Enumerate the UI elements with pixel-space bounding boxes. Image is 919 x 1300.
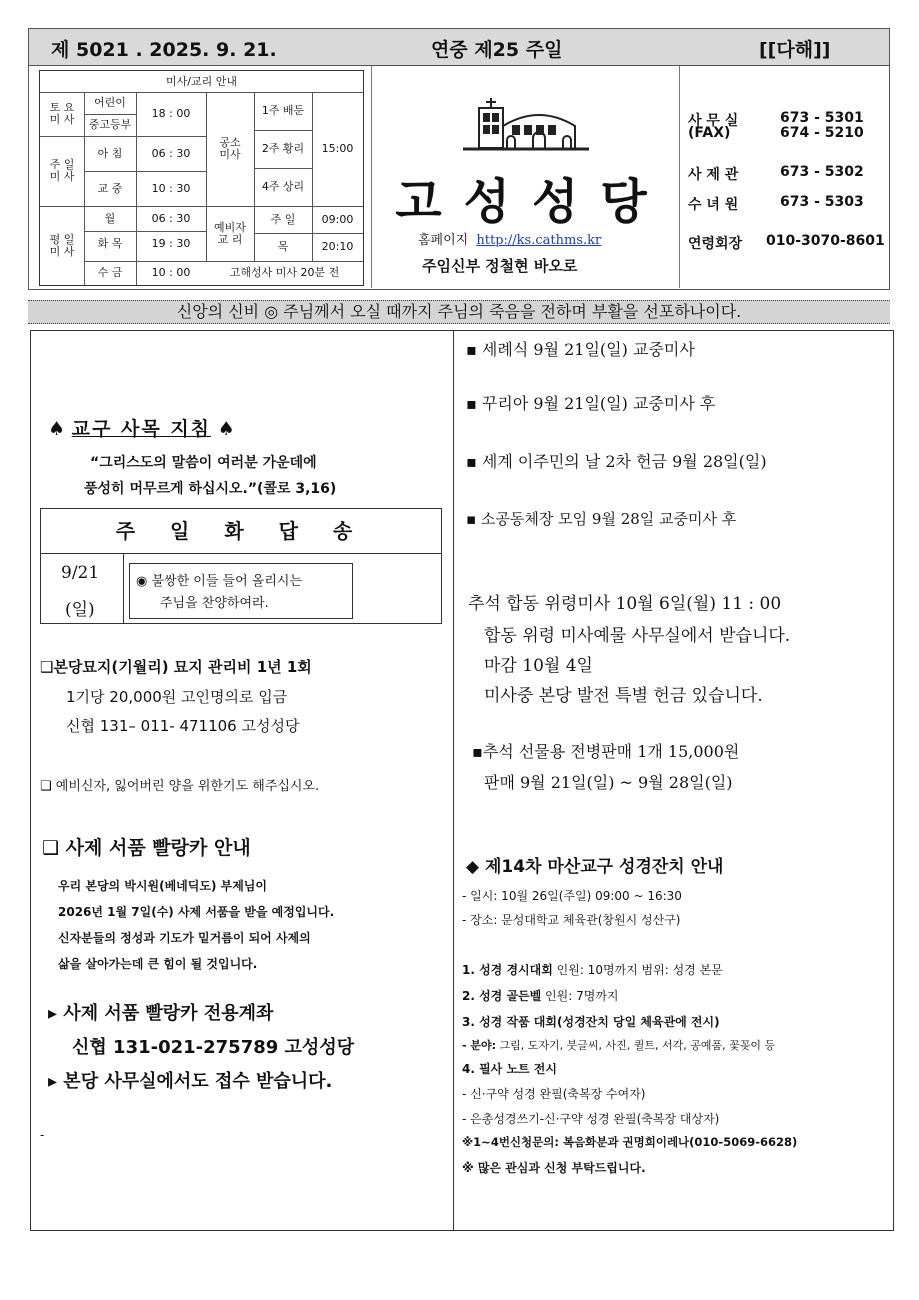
psalm-text-box — [129, 563, 353, 619]
mission-time: 15:00 — [321, 142, 354, 155]
mission-2: 2주 황리 — [261, 142, 305, 155]
contact-rectory-label: 사 제 관 — [688, 167, 739, 183]
notice-migrant-collection: ▪ 세계 이주민의 날 2차 헌금 9월 28일(일) — [466, 452, 767, 471]
tue-thu-time: 19 : 30 — [151, 236, 191, 250]
bible-item-4-sub-1: - 신·구약 성경 완필(축복장 수여자) — [462, 1087, 646, 1101]
cemetery-line-1: 1기당 20,000원 고인명의로 입금 — [66, 688, 288, 706]
issue-number: 제 5021 . 2025. 9. 21. — [51, 39, 277, 61]
prayer-request: ❑ 예비신자, 잃어버린 양을 위한기도 해주십시오. — [40, 779, 320, 794]
column-divider — [453, 330, 454, 1231]
children-label: 어린이 — [94, 96, 126, 109]
bible-item-2-detail: 인원: 7명까지 — [541, 989, 619, 1003]
church-name: 고성성당 — [395, 174, 669, 230]
bible-item-4-sub-2: - 은총성경쓰기-신·구약 성경 완필(축복장 대상자) — [462, 1112, 720, 1126]
notice-baptism: ▪ 세례식 9월 21일(일) 교중미사 — [466, 340, 695, 359]
bible-item-2 — [462, 987, 619, 1004]
vestment-para-1: 우리 본당의 박시원(베네딕도) 부제님이 — [58, 879, 267, 893]
gift-sale-line-1: ▪추석 선물용 전병판매 1개 15,000원 — [472, 742, 740, 761]
homepage-line — [418, 229, 601, 248]
catechumen-label: 예비자 교 리 — [214, 220, 246, 246]
mission-3: 4주 상리 — [261, 180, 305, 193]
psalm-line-1: ◉ 불쌍한 이들 들어 올리시는 — [136, 574, 303, 589]
weekday-mass-label: 평 일 미 사 — [49, 232, 75, 258]
bible-item-3-fields-label: - 분야: — [462, 1039, 497, 1052]
guideline-heading — [48, 414, 235, 441]
bible-inquiry: ※1~4번신청문의: 복음화분과 권명희이레나(010-5069-6628) — [462, 1135, 798, 1149]
liturgical-year: [[다해]] — [759, 39, 831, 61]
monday-label: 월 — [104, 211, 116, 225]
wed-fri-time: 10 : 00 — [151, 266, 191, 279]
bible-festival-date: - 일시: 10월 26일(주일) 09:00 ~ 16:30 — [462, 889, 682, 903]
office-note: ▸ 본당 사무실에서도 접수 받습니다. — [48, 1071, 333, 1092]
catechumen-time-2: 20:10 — [321, 240, 354, 253]
bible-item-1 — [462, 961, 723, 978]
contact-fax-label: (FAX) — [688, 125, 731, 141]
gift-sale-line-2: 판매 9월 21일(일) ~ 9월 28일(일) — [484, 773, 733, 792]
contact-office-label: 사 무 실 — [688, 113, 739, 129]
responsorial-psalm-box — [40, 508, 442, 624]
homepage-link[interactable]: http://ks.cathms.kr — [476, 233, 602, 248]
contact-convent-label: 수 녀 원 — [688, 197, 739, 213]
mass-schedule-table — [39, 70, 364, 286]
catechumen-day-2: 목 — [277, 240, 289, 253]
bible-festival-title: ◆ 제14차 마산교구 성경잔치 안내 — [466, 857, 724, 877]
vestment-para-3: 신자분들의 정성과 기도가 밑거름이 되어 사제의 — [58, 931, 311, 945]
header-bar — [28, 28, 890, 66]
saturday-mass-label: 토 요 미 사 — [49, 101, 75, 126]
mission-mass-label: 공소 미사 — [219, 136, 241, 161]
sunday-title: 연중 제25 주일 — [431, 39, 563, 61]
contact-funeral-label: 연령회장 — [688, 236, 743, 252]
vestment-title: ❑ 사제 서품 빨랑카 안내 — [42, 837, 251, 859]
vestment-para-4: 삶을 살아가는데 큰 힘이 될 것입니다. — [58, 957, 258, 971]
main-mass-time: 10 : 30 — [151, 181, 191, 195]
notice-curia: ▪ 꾸리아 9월 21일(일) 교중미사 후 — [466, 394, 716, 413]
main-mass-label: 교 중 — [97, 181, 123, 195]
mission-1: 1주 배둔 — [261, 104, 305, 117]
bible-item-1-detail: 인원: 10명까지 범위: 성경 본문 — [552, 963, 723, 977]
memorial-mass-line-4: 미사중 본당 발전 특별 헌금 있습니다. — [484, 686, 763, 706]
morning-time: 06 : 30 — [151, 146, 191, 160]
dash-mark: - — [40, 1128, 45, 1142]
catechumen-day-1: 주 일 — [270, 212, 296, 226]
notice-community-meeting: ▪ 소공동체장 모임 9월 28일 교중미사 후 — [466, 510, 737, 528]
bible-item-3: 3. 성경 작품 대회(성경잔치 당일 체육관에 전시) — [462, 1015, 720, 1029]
bible-item-3-fields-list: 그림, 도자기, 붓글씨, 사진, 퀼트, 서각, 공예품, 꽃꽂이 등 — [496, 1039, 776, 1052]
homepage-label: 홈페이지 — [418, 233, 469, 248]
vestment-para-2: 2026년 1월 7일(수) 사제 서품을 받을 예정입니다. — [58, 905, 335, 919]
wed-fri-label: 수 금 — [97, 266, 123, 279]
catechumen-time-1: 09:00 — [321, 212, 354, 226]
memorial-mass-line-2: 합동 위령 미사예물 사무실에서 받습니다. — [484, 626, 791, 646]
guideline-title: 교구 사목 지침 — [71, 418, 212, 440]
account-title: ▸ 사제 서품 빨랑카 전용계좌 — [48, 1003, 274, 1024]
account-number: 신협 131-021-275789 고성성당 — [72, 1037, 355, 1058]
contact-rectory-number: 673 - 5302 — [780, 164, 864, 180]
cemetery-title: ❑본당묘지(기월리) 묘지 관리비 1년 1회 — [40, 658, 312, 676]
mystery-of-faith: 신앙의 신비 ◎ 주님께서 오실 때까지 주님의 죽음을 전하며 부활을 선포하나이다. — [28, 300, 890, 324]
psalm-line-2: 주님을 찬양하여라. — [160, 596, 269, 611]
bible-item-3-fields — [462, 1037, 775, 1053]
memorial-mass-line-3: 마감 10월 4일 — [484, 656, 593, 676]
confession-note: 고해성사 미사 20분 전 — [229, 266, 340, 279]
contact-fax-number: 674 - 5210 — [780, 125, 864, 141]
contact-funeral-number: 010-3070-8601 — [766, 233, 885, 249]
saturday-time: 18 : 00 — [151, 107, 191, 120]
cemetery-line-2: 신협 131– 011- 471106 고성성당 — [66, 717, 300, 735]
contact-convent-number: 673 - 5303 — [780, 194, 864, 210]
tue-thu-label: 화 목 — [97, 236, 123, 250]
contact-office-number: 673 - 5301 — [780, 110, 864, 126]
guideline-quote-line-1: “그리스도의 말씀이 여러분 가운데에 — [90, 455, 317, 471]
schedule-title: 미사/교리 안내 — [166, 74, 237, 88]
bible-closing: ※ 많은 관심과 신청 부탁드립니다. — [462, 1161, 646, 1175]
psalm-title: 주 일 화 답 송 — [41, 509, 441, 554]
bible-item-2-title: 2. 성경 골든벨 — [462, 989, 542, 1003]
psalm-date: 9/21 — [61, 563, 100, 583]
pastor-name: 주임신부 정철현 바오로 — [422, 257, 578, 275]
memorial-mass-line-1: 추석 합동 위령미사 10월 6일(월) 11 : 00 — [468, 594, 782, 614]
church-building-icon — [449, 96, 599, 152]
spade-icon: ♠ — [217, 418, 235, 440]
bible-item-1-title: 1. 성경 경시대회 — [462, 963, 553, 977]
monday-time: 06 : 30 — [151, 211, 191, 225]
sunday-mass-label: 주 일 미 사 — [49, 158, 75, 183]
guideline-quote-line-2: 풍성히 머무르게 하십시오.”(콜로 3,16) — [84, 481, 337, 497]
bible-festival-place: - 장소: 문성대학교 체육관(창원시 성산구) — [462, 913, 681, 927]
psalm-day: (일) — [65, 600, 95, 620]
bible-item-4: 4. 필사 노트 전시 — [462, 1062, 557, 1076]
morning-label: 아 침 — [97, 146, 123, 160]
spade-icon: ♠ — [48, 418, 66, 440]
youth-label: 중고등부 — [88, 118, 132, 131]
